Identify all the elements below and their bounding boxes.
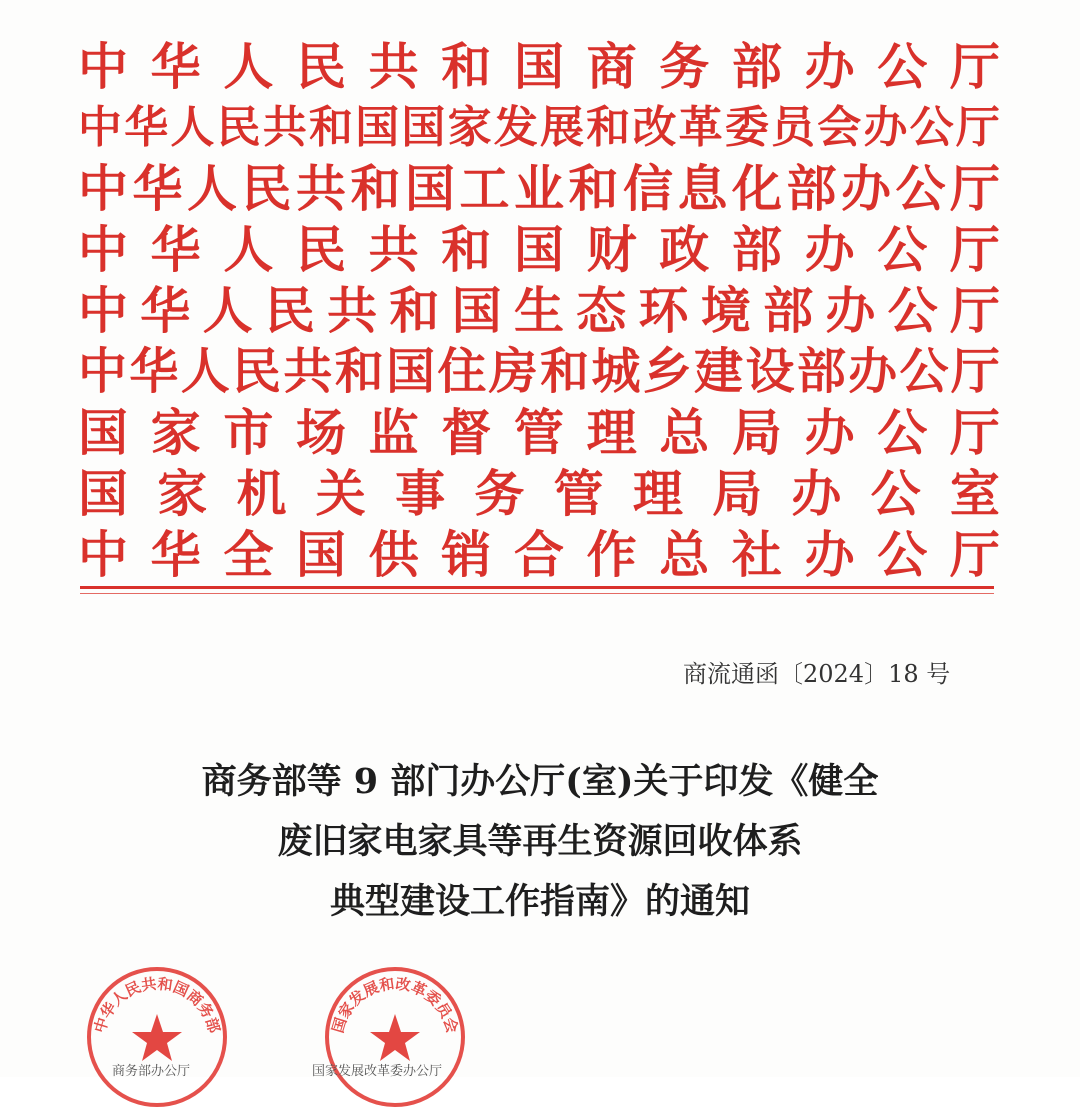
issuer-char: 办 xyxy=(863,101,908,153)
issuer-char: 部 xyxy=(786,158,837,218)
issuer-char: 和 xyxy=(309,101,354,153)
issuer-char: 督 xyxy=(441,402,492,462)
issuer-char: 设 xyxy=(745,342,795,400)
title-line-2: 废旧家电家具等再生资源回收体系 xyxy=(277,821,803,862)
issuer-line xyxy=(78,524,1000,585)
issuer-line xyxy=(78,463,1000,524)
issuer-char: 中 xyxy=(78,36,128,96)
issuer-char: 建 xyxy=(694,342,744,400)
issuer-char: 国 xyxy=(295,524,346,584)
issuer-char: 和 xyxy=(441,219,492,279)
issuer-char: 华 xyxy=(140,280,191,340)
issuer-char: 全 xyxy=(223,524,274,584)
issuer-char: 中 xyxy=(78,342,128,400)
issuer-char: 公 xyxy=(887,280,938,340)
svg-text:国家发展和改革委员会: 国家发展和改革委员会 xyxy=(328,974,462,1036)
issuer-char: 革 xyxy=(678,101,723,153)
issuer-char: 办 xyxy=(804,219,855,279)
issuer-char: 人 xyxy=(187,158,237,218)
issuer-char: 厅 xyxy=(949,524,1000,584)
issuer-char: 机 xyxy=(236,463,287,523)
seal-caption: 商务部办公厅 xyxy=(112,1064,191,1079)
issuer-char: 共 xyxy=(368,36,419,96)
issuer-char: 合 xyxy=(513,524,564,584)
issuer-char: 国 xyxy=(401,101,446,153)
issuer-char: 家 xyxy=(150,402,201,462)
issuer-char: 人 xyxy=(170,101,215,153)
issuer-char: 市 xyxy=(223,402,274,462)
issuer-char: 办 xyxy=(804,36,855,96)
issuer-char: 管 xyxy=(553,463,604,523)
issuer-char: 和 xyxy=(568,158,619,218)
official-seal-icon xyxy=(82,962,232,1112)
issuer-char: 态 xyxy=(576,280,627,340)
issuer-char: 信 xyxy=(623,158,673,218)
issuer-char: 委 xyxy=(724,101,769,153)
issuer-char: 化 xyxy=(732,158,782,218)
issuer-line xyxy=(78,402,1000,463)
document-title xyxy=(140,752,940,932)
issuer-char: 家 xyxy=(157,463,208,523)
issuer-char: 商 xyxy=(586,36,637,96)
issuer-char: 和 xyxy=(389,280,440,340)
issuer-char: 销 xyxy=(441,524,492,584)
issuer-char: 房 xyxy=(488,342,538,400)
title-line-1: 商务部等 9 部门办公厅(室)关于印发《健全 xyxy=(201,761,879,802)
issuer-char: 共 xyxy=(327,280,378,340)
document-number: 商流通函〔2024〕18 号 xyxy=(683,660,951,688)
issuer-char: 厅 xyxy=(949,219,1000,279)
issuer-char: 展 xyxy=(540,101,585,153)
issuer-char: 公 xyxy=(877,524,928,584)
issuer-char: 和 xyxy=(540,342,590,400)
issuer-char: 华 xyxy=(150,524,201,584)
red-divider xyxy=(80,586,994,589)
issuer-char: 国 xyxy=(78,463,128,523)
red-divider-thin xyxy=(80,593,994,594)
issuer-char: 理 xyxy=(632,463,683,523)
issuer-char: 局 xyxy=(712,463,763,523)
issuer-char: 务 xyxy=(474,463,525,523)
issuer-header xyxy=(78,36,1000,585)
issuer-char: 厅 xyxy=(949,402,1000,462)
issuer-char: 厅 xyxy=(949,36,1000,96)
issuer-char: 事 xyxy=(395,463,446,523)
issuer-char: 公 xyxy=(909,101,954,153)
issuer-char: 场 xyxy=(295,402,346,462)
issuer-char: 作 xyxy=(586,524,637,584)
issuer-line xyxy=(78,97,1000,158)
issuer-char: 和 xyxy=(350,158,401,218)
issuer-char: 华 xyxy=(150,219,201,279)
issuer-char: 国 xyxy=(386,342,436,400)
issuer-char: 和 xyxy=(586,101,631,153)
issuer-char: 厅 xyxy=(950,158,1000,218)
issuer-char: 公 xyxy=(870,463,921,523)
issuer-char: 人 xyxy=(202,280,253,340)
issuer-char: 中 xyxy=(78,219,128,279)
issuer-char: 乡 xyxy=(642,342,692,400)
issuer-char: 供 xyxy=(368,524,419,584)
issuer-char: 部 xyxy=(796,342,846,400)
issuer-char: 厅 xyxy=(949,280,1000,340)
issuer-char: 境 xyxy=(700,280,751,340)
svg-text:中华人民共和国商务部: 中华人民共和国商务部 xyxy=(90,974,224,1036)
issuer-char: 生 xyxy=(513,280,564,340)
issuer-char: 会 xyxy=(817,101,862,153)
issuer-char: 民 xyxy=(241,158,292,218)
issuer-char: 监 xyxy=(368,402,419,462)
issuer-char: 公 xyxy=(877,402,928,462)
official-seal-icon xyxy=(320,962,470,1112)
issuer-char: 民 xyxy=(264,280,315,340)
issuer-char: 理 xyxy=(586,402,637,462)
issuer-char: 务 xyxy=(659,36,710,96)
issuer-char: 总 xyxy=(659,402,710,462)
issuer-char: 人 xyxy=(223,219,274,279)
issuer-char: 中 xyxy=(78,280,128,340)
issuer-char: 办 xyxy=(848,342,898,400)
issuer-char: 息 xyxy=(677,158,728,218)
issuer-char: 社 xyxy=(731,524,782,584)
issuer-char: 华 xyxy=(132,158,183,218)
issuer-char: 局 xyxy=(731,402,782,462)
issuer-char: 和 xyxy=(334,342,384,400)
issuer-char: 办 xyxy=(804,524,855,584)
issuer-char: 民 xyxy=(295,219,346,279)
issuer-line xyxy=(78,341,1000,402)
issuer-char: 华 xyxy=(150,36,201,96)
issuer-char: 公 xyxy=(895,158,946,218)
issuer-char: 环 xyxy=(638,280,689,340)
issuer-char: 国 xyxy=(355,101,400,153)
issuer-char: 改 xyxy=(632,101,677,153)
issuer-char: 国 xyxy=(513,219,564,279)
issuer-char: 中 xyxy=(78,101,122,153)
issuer-char: 财 xyxy=(586,219,637,279)
issuer-char: 部 xyxy=(763,280,814,340)
issuer-char: 住 xyxy=(437,342,487,400)
issuer-char: 员 xyxy=(771,101,816,153)
issuer-char: 中 xyxy=(78,524,128,584)
issuer-char: 办 xyxy=(825,280,876,340)
issuer-char: 共 xyxy=(262,101,307,153)
issuer-line xyxy=(78,158,1000,219)
issuer-char: 中 xyxy=(78,158,128,218)
issuer-char: 共 xyxy=(296,158,346,218)
issuer-char: 共 xyxy=(368,219,419,279)
issuer-line xyxy=(78,219,1000,280)
issuer-char: 业 xyxy=(514,158,564,218)
issuer-char: 办 xyxy=(791,463,842,523)
issuer-char: 厅 xyxy=(955,101,1000,153)
issuer-char: 总 xyxy=(659,524,710,584)
issuer-char: 人 xyxy=(180,342,230,400)
issuer-line xyxy=(78,280,1000,341)
issuer-char: 华 xyxy=(124,101,169,153)
issuer-char: 政 xyxy=(659,219,710,279)
issuer-char: 公 xyxy=(877,219,928,279)
issuer-char: 共 xyxy=(283,342,333,400)
issuer-char: 国 xyxy=(451,280,502,340)
issuer-char: 和 xyxy=(441,36,492,96)
seal-caption: 国家发展改革委办公厅 xyxy=(312,1064,443,1079)
issuer-char: 部 xyxy=(731,219,782,279)
issuer-char: 家 xyxy=(447,101,492,153)
issuer-char: 工 xyxy=(459,158,510,218)
issuer-char: 国 xyxy=(405,158,455,218)
issuer-char: 关 xyxy=(315,463,366,523)
issuer-char: 民 xyxy=(232,342,282,400)
issuer-char: 部 xyxy=(731,36,782,96)
issuer-char: 人 xyxy=(223,36,274,96)
title-line-3: 典型建设工作指南》的通知 xyxy=(329,881,750,922)
issuer-char: 管 xyxy=(513,402,564,462)
issuer-char: 公 xyxy=(877,36,928,96)
issuer-line xyxy=(78,36,1000,97)
issuer-char: 民 xyxy=(216,101,261,153)
issuer-char: 室 xyxy=(949,463,1000,523)
issuer-char: 国 xyxy=(78,402,128,462)
issuer-char: 厅 xyxy=(950,342,1000,400)
issuer-char: 办 xyxy=(804,402,855,462)
issuer-char: 发 xyxy=(493,101,538,153)
issuer-char: 国 xyxy=(513,36,564,96)
issuer-char: 华 xyxy=(129,342,179,400)
issuer-char: 城 xyxy=(591,342,641,400)
issuer-char: 办 xyxy=(841,158,891,218)
issuer-char: 公 xyxy=(899,342,949,400)
issuer-char: 民 xyxy=(295,36,346,96)
